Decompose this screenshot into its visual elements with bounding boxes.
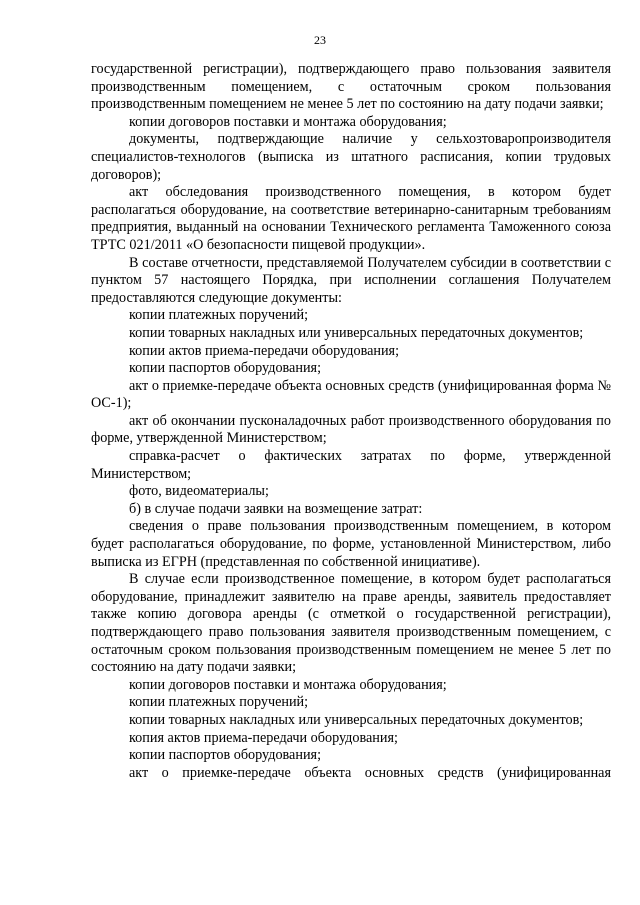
paragraph: акт о приемке-передаче объекта основных средств (унифицированная форма № ОС-1); (91, 377, 611, 412)
paragraph: В составе отчетности, представляемой Получателем субсидии в соответствии с пунктом 57 настоящего Порядка, при исполнении соглашения Получателем предоставляются следующие документы: (91, 254, 611, 306)
paragraph: фото, видеоматериалы; (129, 483, 269, 500)
page-number: 23 (314, 33, 326, 47)
paragraph: В случае если производственное помещение, в котором будет располагаться оборудование, принадлежит заявителю на праве аренды, заявитель предоставляет также копию договора аренды (с отметкой о государственной регистрации), подтверждающего право пользования заявителя производственным помещением, с остаточным сроком пользования производственным помещением не менее 5 лет по состоянию на дату подачи заявки; (91, 571, 611, 676)
paragraph: акт о приемке-передаче объекта основных средств (унифицированная (129, 764, 611, 781)
paragraph: сведения о праве пользования производственным помещением, в котором будет располагаться оборудование, по форме, установленной Министерством, либо выписка из ЕГРН (представленная по собственной инициативе). (91, 518, 611, 570)
paragraph: копии паспортов оборудования; (129, 747, 322, 764)
paragraph: копии платежных поручений; (129, 694, 309, 711)
paragraph: документы, подтверждающие наличие у сельхозтоваропроизводителя специалистов-технологов (выписка из штатного расписания, копии трудовых договоров); (91, 131, 611, 183)
paragraph: акт об окончании пусконаладочных работ производственного оборудования по форме, утвержденной Министерством; (91, 412, 611, 447)
paragraph: копии актов приема-передачи оборудования; (129, 342, 400, 359)
paragraph: копии товарных накладных или универсальных передаточных документов; (129, 711, 584, 728)
paragraph: копии договоров поставки и монтажа оборудования; (129, 676, 447, 693)
paragraph: копия актов приема-передачи оборудования; (129, 729, 398, 746)
paragraph: копии платежных поручений; (129, 307, 309, 324)
paragraph: копии договоров поставки и монтажа оборудования; (129, 113, 447, 130)
paragraph: акт обследования производственного помещения, в котором будет располагаться оборудование, на соответствие ветеринарно-санитарным требованиям предприятия, выданный на основании Технического регламента Таможенного союза ТРТС 021/2011 «О безопасности пищевой продукции». (91, 184, 611, 253)
paragraph: государственной регистрации), подтверждающего право пользования заявителя производственным помещением, с остаточным сроком пользования производственным помещением не менее 5 лет по состоянию на дату подачи заявки; (91, 61, 611, 113)
paragraph: копии паспортов оборудования; (129, 360, 322, 377)
paragraph: справка-расчет о фактических затратах по форме, утвержденной Министерством; (91, 448, 611, 482)
paragraph: копии товарных накладных или универсальных передаточных документов; (129, 324, 584, 341)
paragraph: б) в случае подачи заявки на возмещение затрат: (129, 500, 423, 517)
document-body (91, 61, 611, 782)
